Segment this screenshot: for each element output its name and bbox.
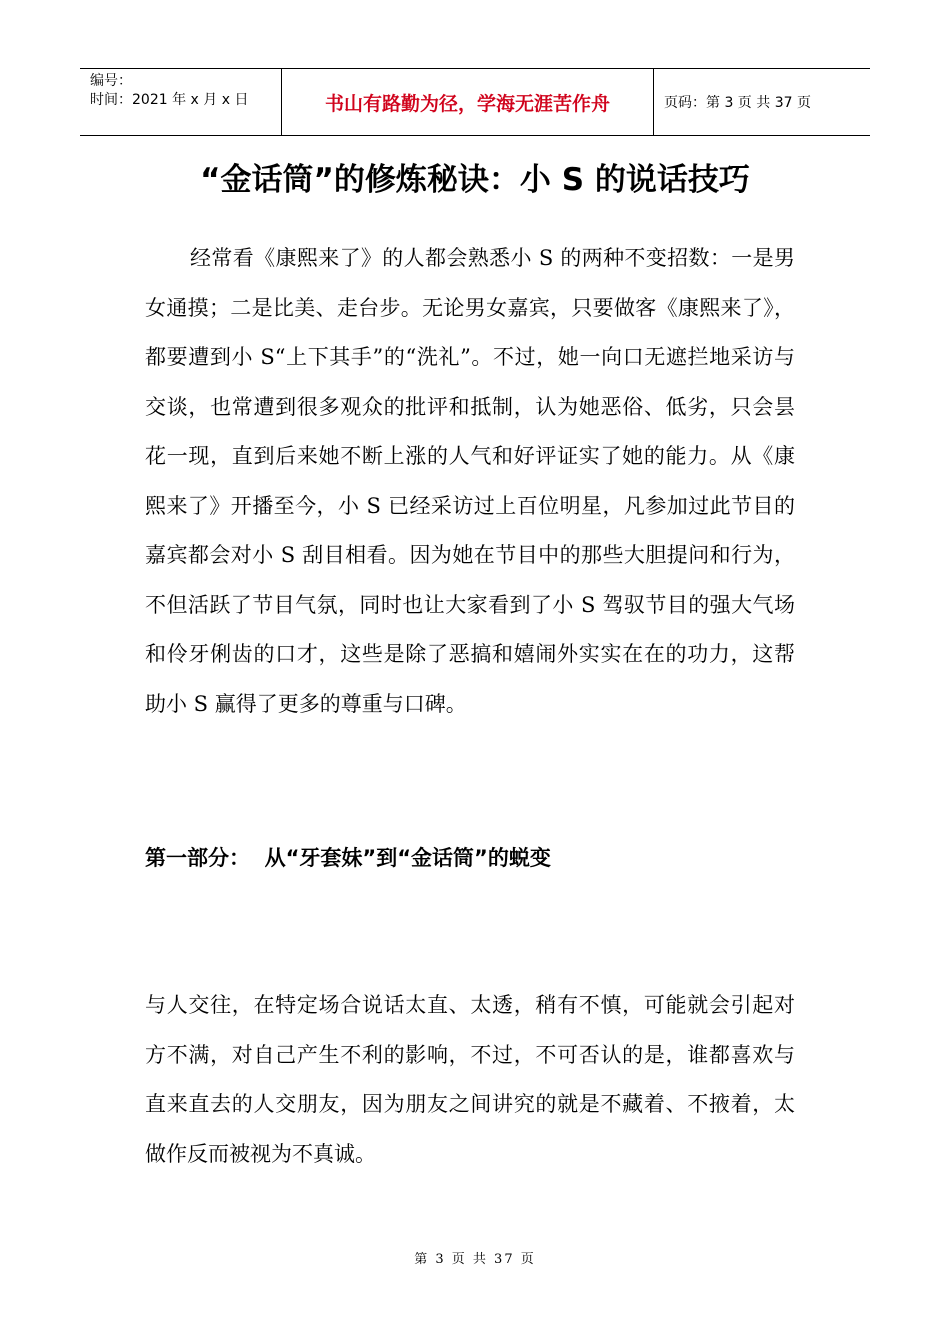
intro-paragraph: 经常看《康熙来了》的人都会熟悉小 S 的两种不变招数：一是男女通摸；二是比美、走台步。无论男女嘉宾，只要做客《康熙来了》，都要遭到小 S“上下其手”的“洗礼”。不过，她一向口无遮拦地采访与交谈，也常遭到很多观众的批评和抵制，认为她恶俗、低劣，只会昙花一现，直到后来她不断上涨的人气和好评证实了她的能力。从《康熙来了》开播至今，小 S 已经采访过上百位明星，凡参加过此节目的嘉宾都会对小 S 刮目相看。因为她在节目中的那些大胆提问和行为，不但活跃了节目气氛，同时也让大家看到了小 S 驾驭节目的强大气场和伶牙俐齿的口才，这些是除了恶搞和嬉闹外实实在在的功力，这帮助小 S 赢得了更多的尊重与口碑。 bbox=[145, 246, 795, 716]
document-number-label: 编号： bbox=[90, 73, 132, 89]
header-page-info: 页码：第 3 页 共 37 页 bbox=[664, 95, 811, 111]
section-paragraph: 与人交往，在特定场合说话太直、太透，稍有不慎，可能就会引起对方不满，对自己产生不利的影响，不过，不可否认的是，谁都喜欢与直来直去的人交朋友，因为朋友之间讲究的就是不藏着、不掖着，太做作反而被视为不真诚。 bbox=[145, 993, 795, 1166]
header-motto: 书山有路勤为径，学海无涯苦作舟 bbox=[282, 69, 654, 135]
header-meta-cell bbox=[80, 69, 282, 135]
document-title: “金话筒”的修炼秘诀：小 S 的说话技巧 bbox=[200, 162, 750, 198]
section-heading: 第一部分： 从“牙套妹”到“金话筒”的蜕变 bbox=[145, 846, 551, 870]
page-footer: 第 3 页 共 37 页 bbox=[414, 1252, 536, 1267]
document-date: 时间：2021 年 x 月 x 日 bbox=[90, 92, 249, 108]
page-header bbox=[80, 68, 870, 136]
